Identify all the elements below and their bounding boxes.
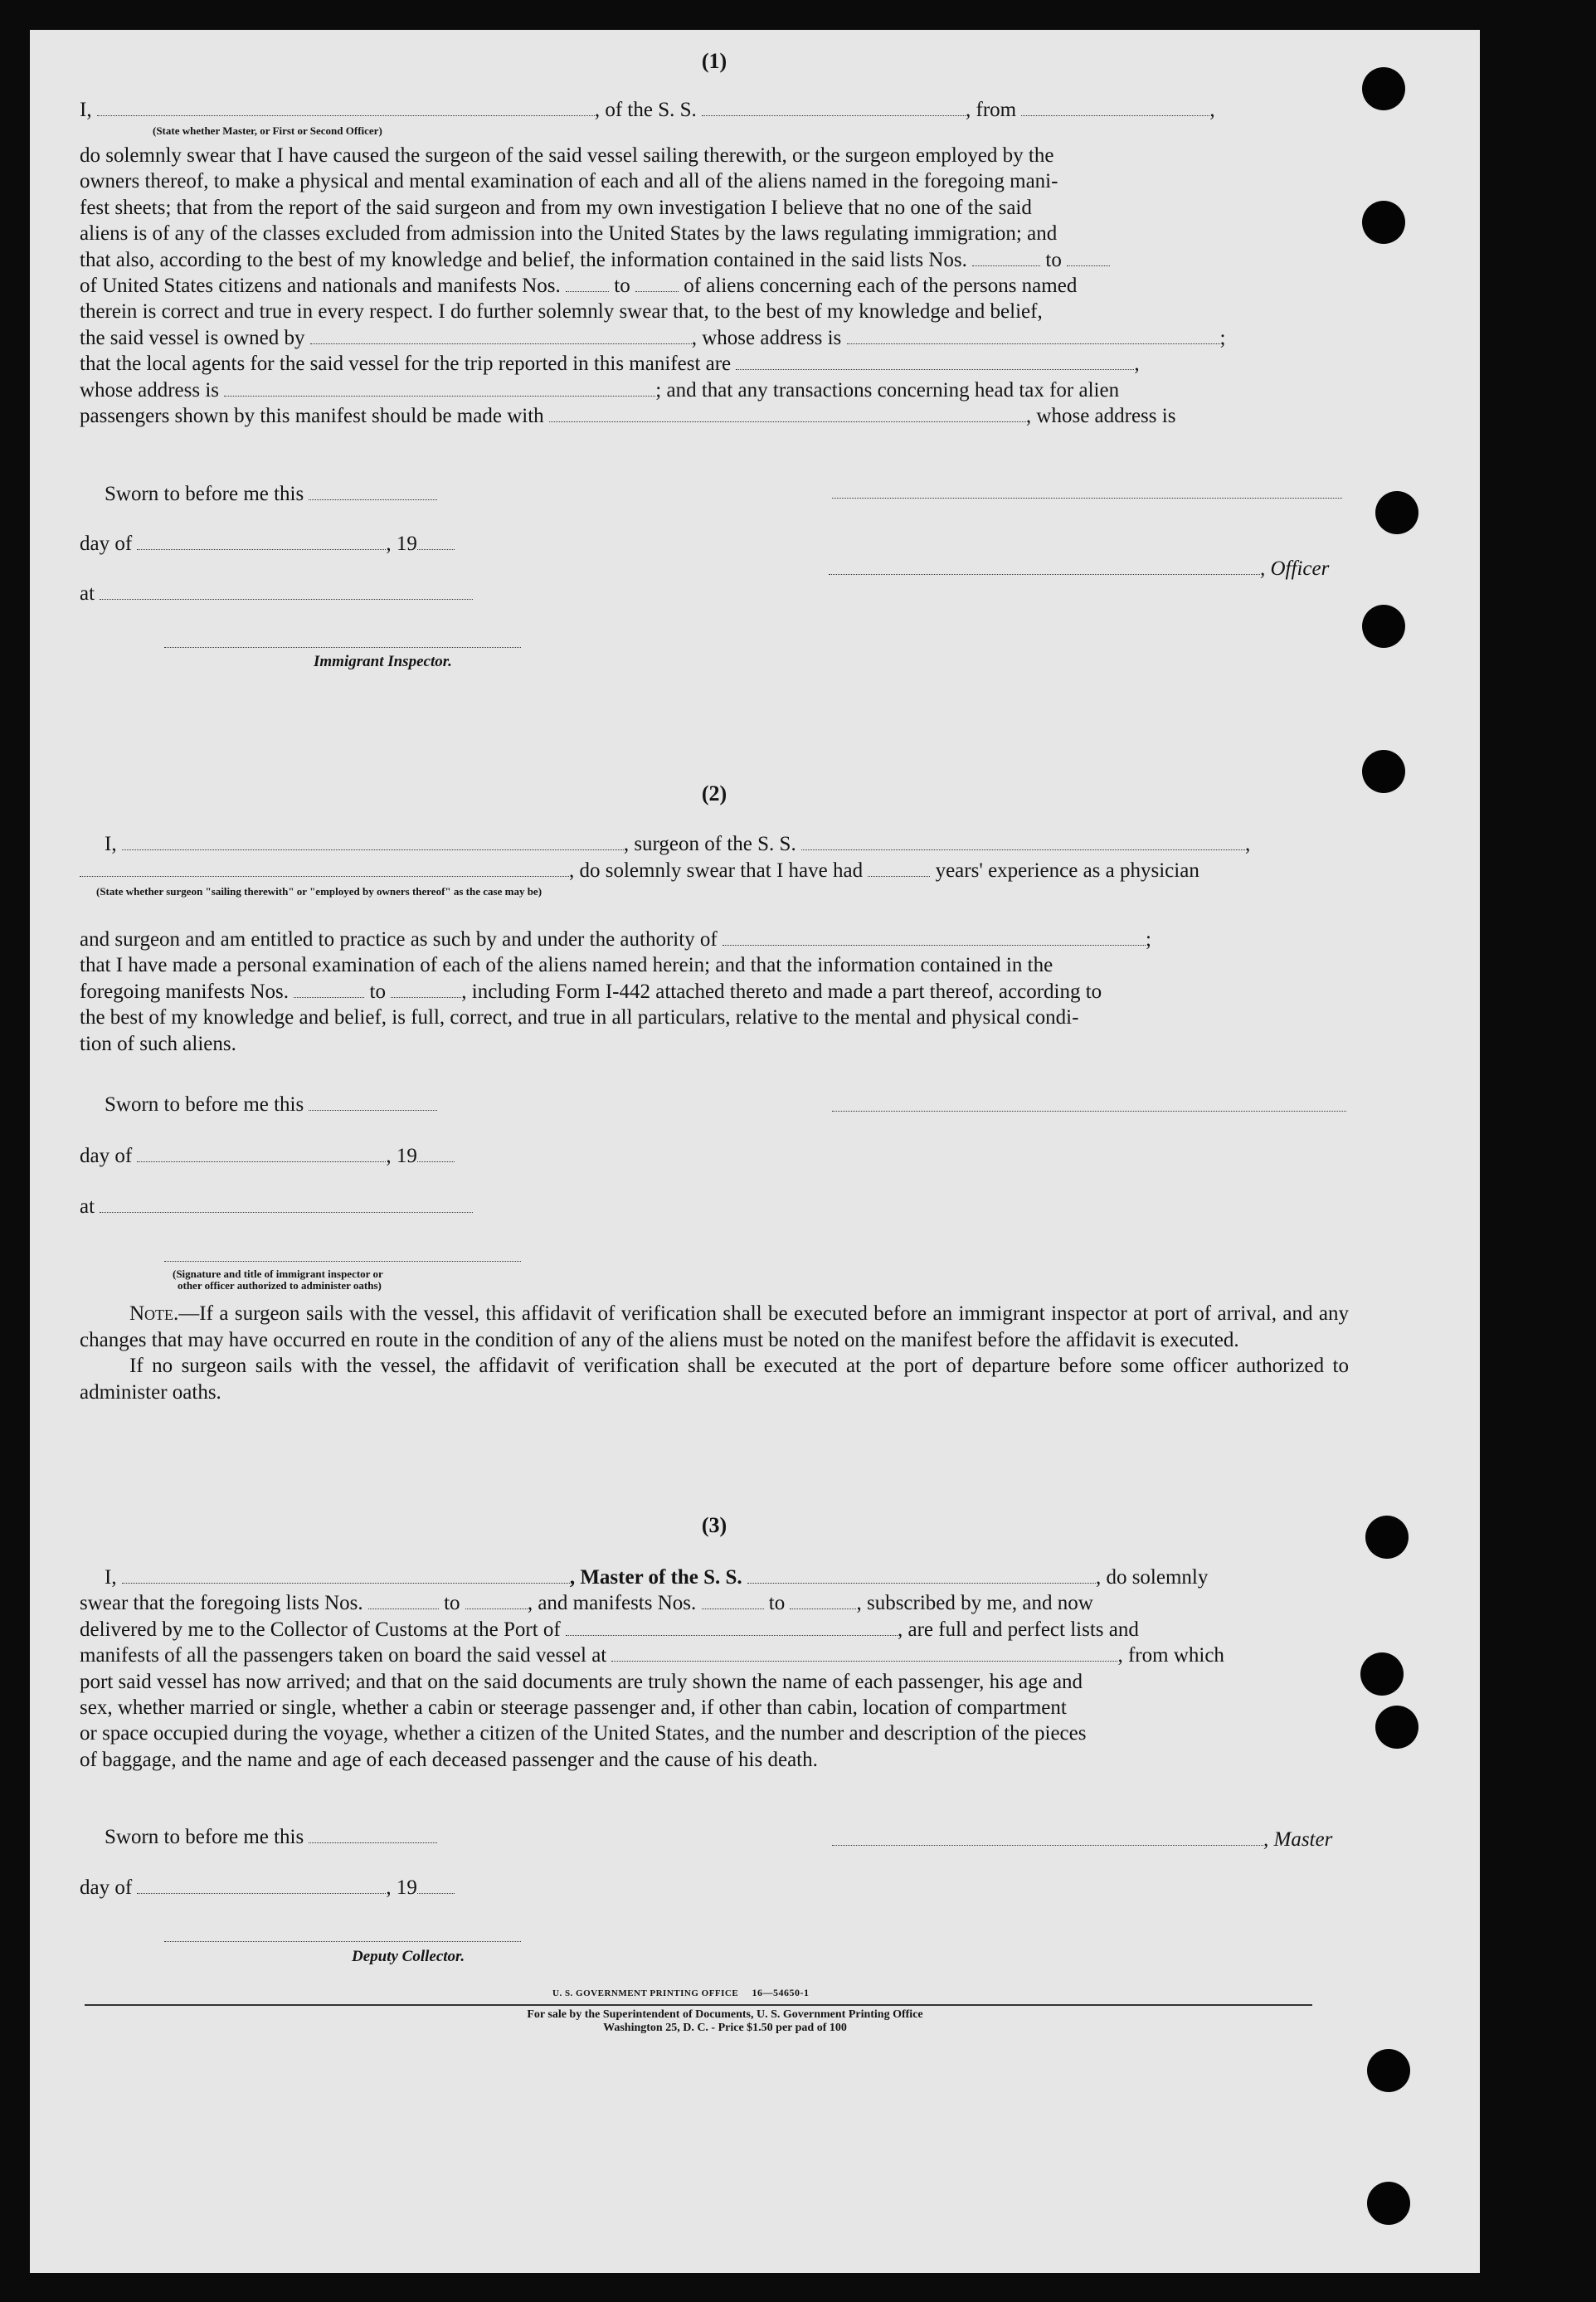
day-of-line: day of , 19 — [80, 1875, 1349, 1901]
inspector-caption: Immigrant Inspector. — [314, 653, 452, 670]
master-lists-from-field[interactable] — [368, 1594, 439, 1609]
binder-hole — [1362, 67, 1405, 110]
binder-hole — [1375, 1706, 1418, 1749]
affidavit-master — [80, 30, 1349, 2021]
at-line: at — [80, 581, 1349, 607]
surgeon-line: I, , surgeon of the S. S. , — [105, 833, 1251, 855]
deputy-collector-caption: Deputy Collector. — [352, 1948, 465, 1965]
at-line: at — [80, 1194, 1349, 1220]
note-label: Note. — [129, 1302, 179, 1325]
master-signature-field[interactable] — [832, 1830, 1263, 1846]
verification-note: Note.—If a surgeon sails with the vessel, this affidavit of verification shall be executed before an immigrant inspector at port of arrival, and any changes that may have occurred en route in the condition of any of the aliens must be noted on the manifest before the affidavit is executed. If no surgeon sails with the vessel, the affidavit of verification shall be executed at the port of departure before some officer authorized to administer oaths. — [80, 1302, 1349, 1404]
day-of-month-field[interactable] — [137, 1878, 386, 1894]
binder-hole — [1362, 201, 1405, 244]
master-manifests-to-field[interactable] — [790, 1594, 856, 1609]
master-lists-to-field[interactable] — [465, 1594, 528, 1609]
surgeon-status-caption: (State whether surgeon "sailing therewith" or "employed by owners thereof" as the case may be) — [96, 885, 543, 898]
gpo-imprint: U. S. GOVERNMENT PRINTING OFFICE 16—54650-1 — [552, 1987, 810, 1998]
master-vessel-field[interactable] — [747, 1568, 1096, 1584]
surgeon-affidavit-text: and surgeon and am entitled to practice as such by and under the authority of ; that I have made a personal examination of each of the aliens named herein; and that the information contained in the foregoing manifests Nos. to , including Form I-442 attached thereto and made a part thereof, according to the best of my knowledge and belief, is full, correct, and true in all particulars, relative to the mental and physical condi- tion of such aliens. — [80, 928, 1151, 1055]
section-number: (1) — [701, 49, 727, 73]
binder-hole — [1365, 1516, 1409, 1559]
section-number: (3) — [701, 1513, 727, 1537]
sworn-line: Sworn to before me this — [105, 1824, 437, 1851]
section-number: (2) — [701, 781, 727, 805]
day-of-line: day of , 19 — [80, 1143, 1349, 1170]
footer-rule — [85, 2004, 1312, 2006]
port-of-arrival-field[interactable] — [566, 1620, 898, 1636]
day-of-line: day of , 19 — [80, 531, 1349, 557]
inspector-caption: (Signature and title of immigrant inspector or other officer authorized to administer oaths) — [173, 1268, 383, 1292]
sworn-line: Sworn to before me this — [105, 1092, 437, 1118]
master-signature-line: , Master — [832, 1827, 1332, 1853]
binder-hole — [1367, 2182, 1410, 2225]
officer-line: I, , of the S. S. , from , — [80, 99, 1215, 121]
binder-hole — [1362, 605, 1405, 648]
port-of-embarkation-field[interactable] — [611, 1646, 1117, 1662]
sworn-day-field[interactable] — [309, 1827, 437, 1843]
binder-hole — [1360, 1652, 1404, 1696]
master-manifests-from-field[interactable] — [702, 1594, 764, 1609]
binder-hole — [1375, 491, 1418, 534]
sworn-line: Sworn to before me this — [105, 481, 437, 508]
officer-title-caption: (State whether Master, or First or Second Officer) — [153, 124, 382, 137]
binder-hole — [1362, 750, 1405, 793]
sale-notice: For sale by the Superintendent of Documents, U. S. Government Printing Office Washington 25, D. C. - Price $1.50 per pad of 100 — [527, 2008, 923, 2034]
year-field[interactable] — [417, 1878, 455, 1894]
master-affidavit-text: I, , Master of the S. S. , do solemnly swear that the foregoing lists Nos. to , and manifests Nos. to , subscribed by me, and now delivered by me to the Collector of Customs at the Port of , are full and perfect lists and manifests of all the passengers taken on board the said vessel at , from which port said vessel has now arrived; and that on the said documents are truly shown the name of each passenger, his age and sex, whether married or single, whether a cabin or steerage passenger and, if other than cabin, location of compartment or space occupied during the voyage, whether a citizen of the United States, and the number and description of the pieces of baggage, and the name and age of each deceased passenger and the cause of his death. — [80, 1566, 1224, 1771]
experience-line: , do solemnly swear that I have had years' experience as a physician — [80, 858, 1349, 884]
binder-hole — [1367, 2049, 1410, 2092]
master-name-field[interactable] — [122, 1568, 570, 1584]
form-page — [30, 30, 1480, 2273]
officer-title-line: , Officer — [829, 556, 1329, 582]
deputy-collector-signature-line[interactable] — [164, 1941, 521, 1942]
officer-affidavit-text: do solemnly swear that I have caused the surgeon of the said vessel sailing therewith, or the surgeon employed by the owners thereof, to make a physical and mental examination of each and all of the aliens named in the foregoing mani- fest sheets; that from the report of the said surgeon and from my own investigation I believe that no one of the said aliens is of any of the classes excluded from admission into the United States by the laws regulating immigration; and that also, according to the best of my knowledge and belief, the information contained in the said lists Nos. to of United States citizens and nationals and manifests Nos. to of aliens concerning each of the persons named therein is correct and true in every respect. I do further solemnly swear that, to the best of my knowledge and belief, the said vessel is owned by , whose address is ; that the local agents for the said vessel for the trip reported in this manifest are , whose address is ; and that any transactions concerning head tax for alien passengers shown by this manifest should be made with , whose address is — [80, 144, 1226, 428]
